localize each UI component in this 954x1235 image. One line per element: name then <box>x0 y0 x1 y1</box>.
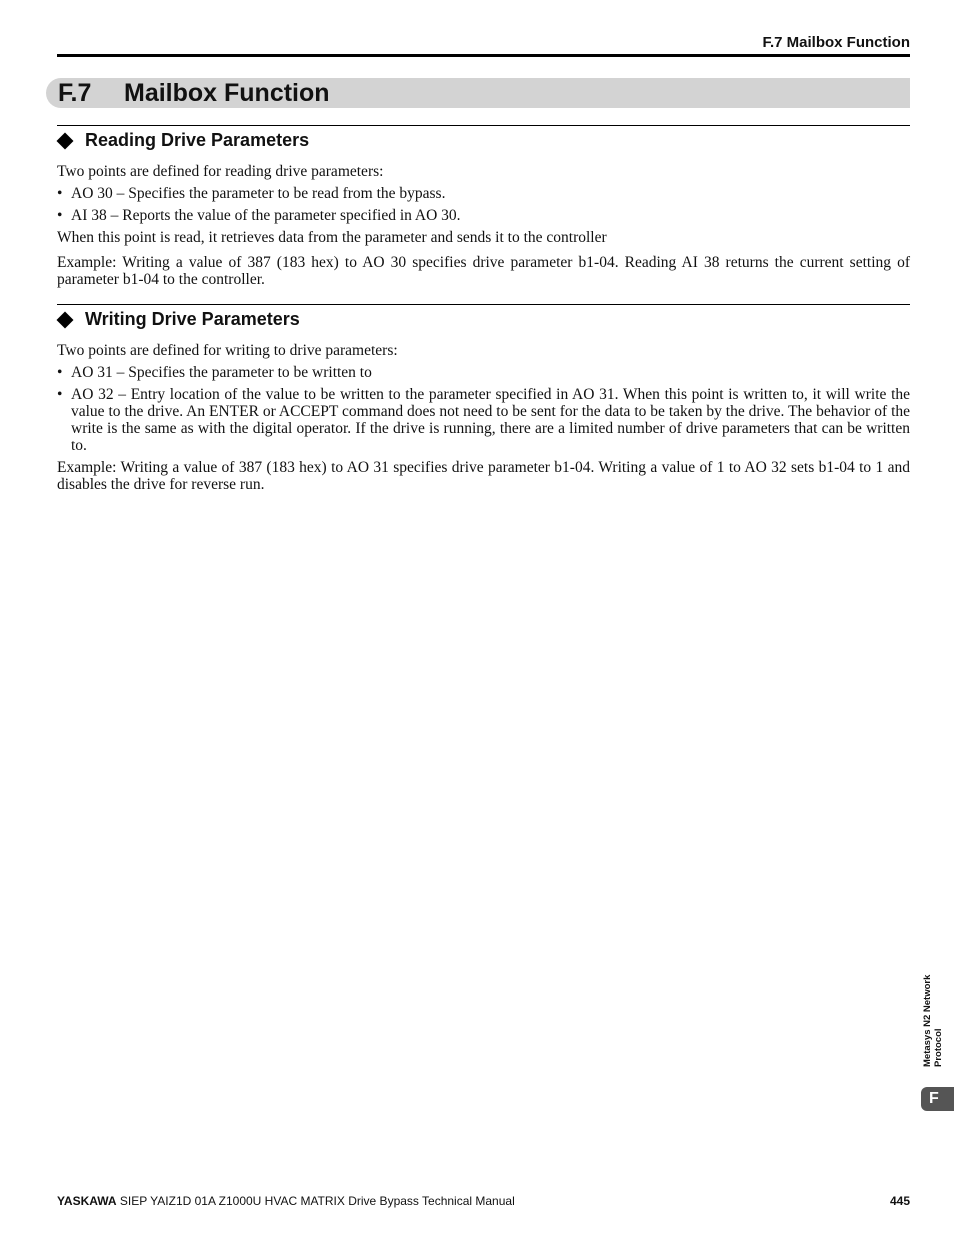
reading-note: When this point is read, it retrieves data from the parameter and sends it to the controller <box>57 229 607 246</box>
bullet-icon: • <box>57 364 63 381</box>
subsection-rule-writing <box>57 304 910 305</box>
footer-brand: YASKAWA <box>57 1194 117 1208</box>
chapter-tab: F <box>921 1087 954 1111</box>
section-title: Mailbox Function <box>124 79 330 107</box>
writing-intro: Two points are defined for writing to drive parameters: <box>57 342 398 359</box>
writing-example: Example: Writing a value of 387 (183 hex) to AO 31 specifies drive parameter b1-04. Writing a value of 1 to AO 32 sets b1-04 to 1 and disables the drive for reverse run. <box>57 459 910 493</box>
list-item-text: AO 30 – Specifies the parameter to be read from the bypass. <box>71 185 446 202</box>
section-title-bar <box>46 78 910 108</box>
side-label-line: Metasys N2 Network <box>922 974 933 1067</box>
header-rule <box>57 54 910 57</box>
list-item <box>57 185 910 202</box>
reading-intro: Two points are defined for reading drive parameters: <box>57 163 384 180</box>
subsection-rule-reading <box>57 125 910 126</box>
running-header-title: F.7 Mailbox Function <box>762 34 910 51</box>
section-number: F.7 <box>58 79 92 107</box>
subsection-title: Reading Drive Parameters <box>85 130 310 150</box>
list-item <box>57 364 910 381</box>
side-label-line: Protocol <box>933 1028 944 1067</box>
side-chapter-label <box>922 952 948 1067</box>
page-number: 445 <box>889 1194 910 1208</box>
subsection-heading-reading <box>57 130 309 151</box>
bullet-icon: • <box>57 386 63 403</box>
list-item-text: AI 38 – Reports the value of the parameter specified in AO 30. <box>71 207 461 224</box>
list-item <box>57 386 910 454</box>
bullet-icon: • <box>57 207 63 224</box>
subsection-heading-writing <box>57 309 300 330</box>
list-item-text: AO 32 – Entry location of the value to be written to the parameter specified in AO 31. When this point is written to, it will write the value to the drive. An ENTER or ACCEPT command does not need to be sent for the data to be taken by the drive. The behavior of the write is the same as with the digital operator. If the drive is running, there are a limited number of drive parameters that can be written to. <box>71 386 910 454</box>
diamond-bullet-icon <box>57 311 74 328</box>
list-item-text: AO 31 – Specifies the parameter to be written to <box>71 364 372 381</box>
reading-example: Example: Writing a value of 387 (183 hex) to AO 30 specifies drive parameter b1-04. Reading AI 38 returns the current setting of parameter b1-04 to the controller. <box>57 254 910 288</box>
diamond-bullet-icon <box>57 132 74 149</box>
list-item <box>57 207 910 224</box>
footer-doc: SIEP YAIZ1D 01A Z1000U HVAC MATRIX Drive Bypass Technical Manual <box>116 1194 515 1208</box>
subsection-title: Writing Drive Parameters <box>85 309 300 329</box>
footer-doc-title <box>57 1194 515 1208</box>
bullet-icon: • <box>57 185 63 202</box>
